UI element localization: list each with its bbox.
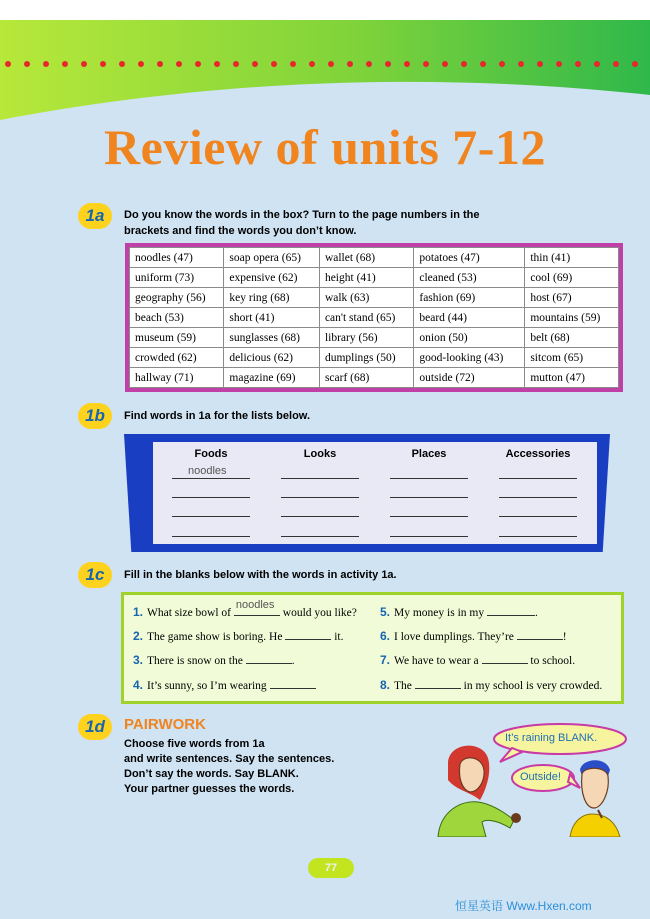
answer-blank[interactable] [246,653,292,664]
word-cell: delicious (62) [224,348,320,368]
sentence-text-after: it. [334,631,344,643]
word-cell: wallet (68) [319,248,413,268]
answer-blank[interactable] [517,629,563,640]
table-row [130,328,619,348]
sentence-text-before: There is snow on the [147,655,243,667]
sentence-text-after: ! [562,631,567,643]
sentence-5 [380,605,538,619]
sentence-3 [133,653,295,667]
answer-line[interactable] [172,516,250,517]
word-cell: outside (72) [414,368,525,388]
section-badge-1a: 1a [78,203,112,229]
column-header-accessories: Accessories [505,448,571,460]
page-title: Review of units 7-12 [104,119,546,175]
word-cell: mountains (59) [525,308,619,328]
answer-line[interactable] [172,478,250,479]
word-cell: scarf (68) [319,368,413,388]
answer-line[interactable] [499,497,577,498]
sentence-text-before: What size bowl of [147,607,232,619]
word-cell: magazine (69) [224,368,320,388]
sentence-number: 3. [133,653,144,667]
word-cell: hallway (71) [130,368,224,388]
answer-blank[interactable] [285,629,331,640]
word-cell: mutton (47) [525,368,619,388]
word-cell: uniform (73) [130,268,224,288]
sentence-text-after: . [291,655,295,667]
word-cell: beard (44) [414,308,525,328]
sentence-number: 1. [133,605,144,619]
table-row [130,308,619,328]
instruction-1b: Find words in 1a for the lists below. [124,410,311,422]
word-cell: height (41) [319,268,413,288]
table-row [130,288,619,308]
sentence-text-after: would you like? [282,607,357,619]
sentence-text-after: to school. [530,655,576,667]
word-cell: expensive (62) [224,268,320,288]
word-cell: can't stand (65) [319,308,413,328]
sentence-text-before: The game show is boring. He [147,631,283,643]
word-cell: geography (56) [130,288,224,308]
word-cell: noodles (47) [130,248,224,268]
word-cell: cool (69) [525,268,619,288]
table-row [130,348,619,368]
instruction-1c: Fill in the blanks below with the words in activity 1a. [124,569,397,581]
word-cell: walk (63) [319,288,413,308]
pairwork-line-4: Your partner guesses the words. [124,783,295,795]
word-cell: soap opera (65) [224,248,320,268]
instruction-1a [124,207,479,239]
word-cell: fashion (69) [414,288,525,308]
word-table [129,247,619,388]
pairwork-line-1: Choose five words from 1a [124,738,265,750]
answer-line[interactable] [281,478,359,479]
pairwork-instructions [124,737,334,797]
column-header-foods: Foods [194,448,228,460]
sentence-number: 4. [133,678,144,692]
example-answer-foods: noodles [188,465,227,477]
answer-line[interactable] [499,516,577,517]
column-header-looks: Looks [303,448,337,460]
answer-line[interactable] [390,478,468,479]
word-cell: sitcom (65) [525,348,619,368]
answer-blank[interactable] [482,653,528,664]
table-row [130,268,619,288]
word-cell: potatoes (47) [414,248,525,268]
sentence-number: 8. [380,678,391,692]
word-cell: beach (53) [130,308,224,328]
section-badge-1c: 1c [78,562,112,588]
word-cell: dumplings (50) [319,348,413,368]
sentence-number: 2. [133,629,144,643]
answer-line[interactable] [172,497,250,498]
table-row [130,368,619,388]
section-badge-1b: 1b [78,403,112,429]
sentence-number: 5. [380,605,391,619]
page-number: 77 [308,858,354,878]
sentence-text-before: We have to wear a [394,655,479,667]
answer-line[interactable] [499,478,577,479]
header-banner [0,0,650,125]
answer-blank[interactable] [415,678,461,689]
example-answer: noodles [235,599,275,611]
answer-blank[interactable] [270,678,316,689]
section-badge-1d: 1d [78,714,112,740]
word-cell: sunglasses (68) [224,328,320,348]
instruction-1a-line2: brackets and find the words you don’t know. [124,225,357,237]
answer-line[interactable] [281,497,359,498]
sentence-2 [133,629,343,643]
word-cell: belt (68) [525,328,619,348]
answer-line[interactable] [390,497,468,498]
word-cell: museum (59) [130,328,224,348]
sentence-8 [380,678,602,692]
sentence-6 [380,629,567,643]
sentence-number: 6. [380,629,391,643]
answer-line[interactable] [281,516,359,517]
sentence-number: 7. [380,653,391,667]
word-cell: good-looking (43) [414,348,525,368]
answer-line[interactable] [390,516,468,517]
answer-line[interactable] [499,536,577,537]
answer-blank[interactable] [487,605,535,616]
speech-bubble-1-text: It’s raining BLANK. [505,732,598,744]
answer-line[interactable] [172,536,250,537]
speech-bubble-2-text: Outside! [520,771,561,783]
pairwork-line-2: and write sentences. Say the sentences. [124,753,335,765]
word-cell: short (41) [224,308,320,328]
instruction-1a-line1: Do you know the words in the box? Turn to the page numbers in the [124,209,480,221]
pairwork-heading: PAIRWORK [124,716,206,733]
sentence-text-before: The [394,680,412,692]
sentence-4 [133,678,316,692]
word-cell: host (67) [525,288,619,308]
word-cell: key ring (68) [224,288,320,308]
sentence-text-before: I love dumplings. They’re [394,631,514,643]
sentence-text-before: It’s sunny, so I’m wearing [147,680,267,692]
word-cell: onion (50) [414,328,525,348]
sentence-text-before: My money is in my [394,607,485,619]
word-cell: crowded (62) [130,348,224,368]
sentence-7 [380,653,575,667]
answer-line[interactable] [390,536,468,537]
word-box [125,243,623,392]
table-row [130,248,619,268]
word-cell: library (56) [319,328,413,348]
column-header-places: Places [411,448,447,460]
sentence-text-after: . [534,607,538,619]
word-cell: cleaned (53) [414,268,525,288]
sentence-1 [133,599,357,619]
pairwork-line-3: Don’t say the words. Say BLANK. [124,768,299,780]
watermark: 恒星英语 Www.Hxen.com [455,899,592,913]
answer-line[interactable] [281,536,359,537]
word-cell: thin (41) [525,248,619,268]
sentence-text-after: in my school is very crowded. [463,680,603,692]
answer-blank[interactable] [234,599,280,616]
